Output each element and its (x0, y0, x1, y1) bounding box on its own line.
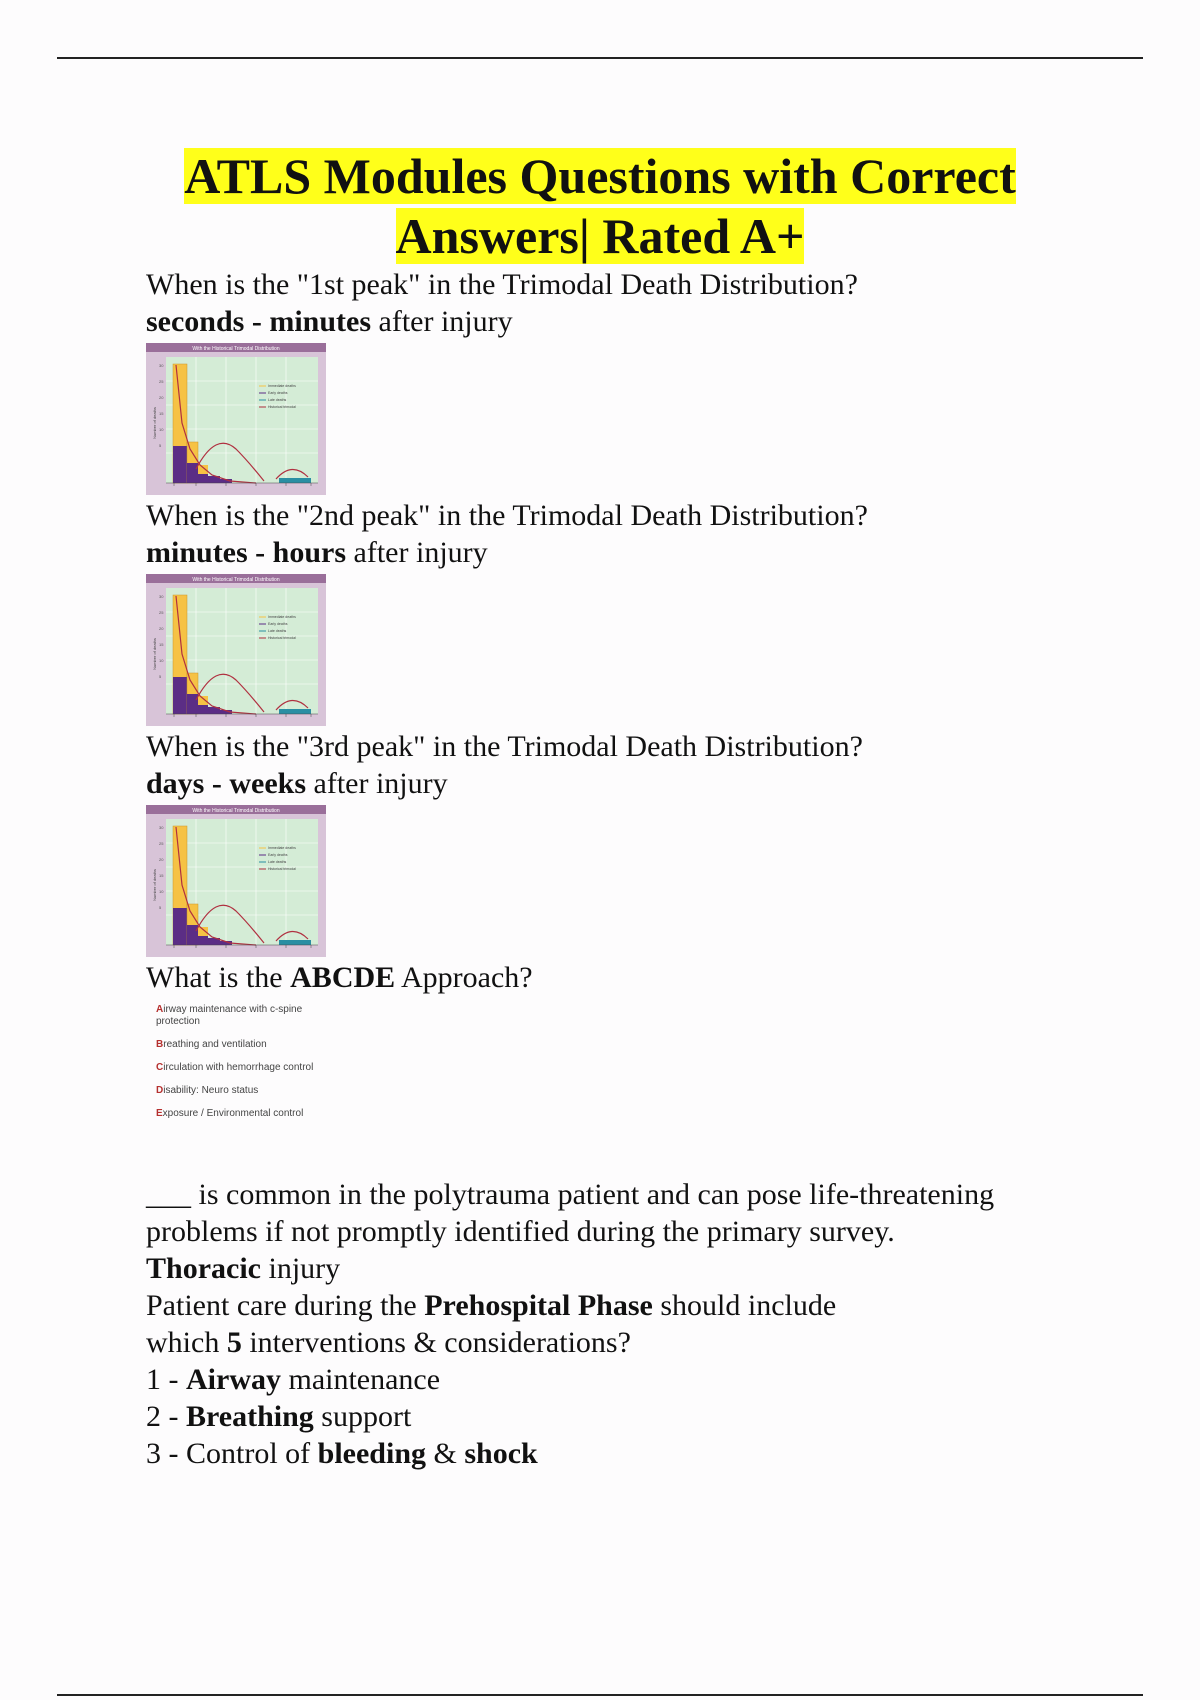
abcde-item-c: Circulation with hemorrhage control (156, 1062, 314, 1073)
bottom-rule (57, 1694, 1143, 1696)
prehospital-item-1: 1 - Airway maintenance (146, 1363, 441, 1396)
abcde-item-a: Airway maintenance with c-spine protection (156, 1004, 303, 1027)
trimodal-chart-image-2 (146, 574, 326, 726)
thoracic-answer: Thoracic injury (146, 1252, 341, 1285)
trimodal-chart-image-3 (146, 805, 326, 957)
answer-1: seconds - minutes after injury (146, 305, 513, 338)
title-line-1: ATLS Modules Questions with Correct (184, 148, 1016, 204)
question-2: When is the "2nd peak" in the Trimodal Death Distribution? (146, 499, 868, 532)
question-1: When is the "1st peak" in the Trimodal Death Distribution? (146, 268, 858, 301)
document-body (146, 266, 1106, 1472)
answer-3: days - weeks after injury (146, 767, 448, 800)
answer-2: minutes - hours after injury (146, 536, 488, 569)
abcde-question: What is the ABCDE Approach? (146, 961, 533, 994)
prehospital-item-2: 2 - Breathing support (146, 1400, 412, 1433)
abcde-item-b: Breathing and ventilation (156, 1039, 267, 1050)
top-rule (57, 57, 1143, 59)
title-line-2: Answers| Rated A+ (395, 208, 805, 264)
abcde-image (146, 1004, 326, 1156)
abcde-item-d: Disability: Neuro status (156, 1085, 259, 1096)
thoracic-question-line-1: ___ is common in the polytrauma patient and can pose life-threatening (146, 1178, 995, 1211)
prehospital-question-line-2: which 5 interventions & considerations? (146, 1326, 631, 1359)
thoracic-question-line-2: problems if not promptly identified during the primary survey. (146, 1215, 895, 1248)
document-title (0, 146, 1200, 266)
question-3: When is the "3rd peak" in the Trimodal Death Distribution? (146, 730, 863, 763)
prehospital-question-line-1: Patient care during the Prehospital Phase should include (146, 1289, 837, 1322)
trimodal-chart-image-1 (146, 343, 326, 495)
prehospital-item-3: 3 - Control of bleeding & shock (146, 1437, 538, 1470)
abcde-item-e: Exposure / Environmental control (156, 1108, 304, 1119)
